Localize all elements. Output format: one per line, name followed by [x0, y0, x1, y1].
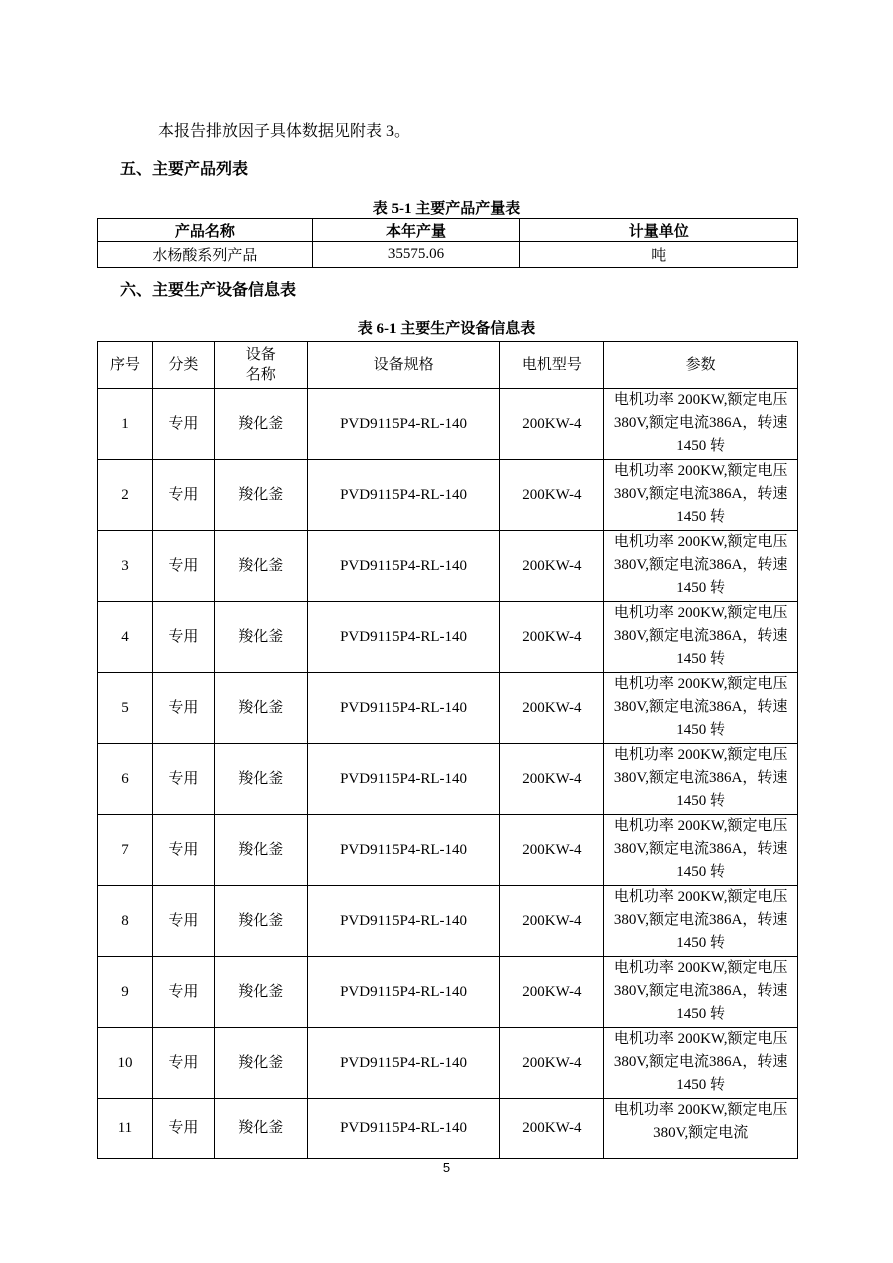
- cell-motor: 200KW-4: [500, 1028, 604, 1099]
- cell-equipment-name: 羧化釜: [214, 1028, 307, 1099]
- cell-no: 6: [98, 744, 153, 815]
- cell-equipment-name: 羧化釜: [214, 886, 307, 957]
- cell-type: 专用: [152, 602, 214, 673]
- cell-no: 11: [98, 1099, 153, 1159]
- table-row: [98, 602, 798, 673]
- cell-motor: 200KW-4: [500, 460, 604, 531]
- table-row: [98, 460, 798, 531]
- cell-motor: 200KW-4: [500, 744, 604, 815]
- table-row: [98, 531, 798, 602]
- cell-params: 电机功率 200KW,额定电压 380V,额定电流386A，转速 1450 转: [604, 815, 798, 886]
- cell-motor: 200KW-4: [500, 957, 604, 1028]
- cell-params: 电机功率 200KW,额定电压 380V,额定电流386A，转速 1450 转: [604, 673, 798, 744]
- cell-equipment-name: 羧化釜: [214, 673, 307, 744]
- cell-spec: PVD9115P4-RL-140: [307, 531, 500, 602]
- header-product-name: 产品名称: [98, 219, 313, 242]
- table-row: [98, 242, 798, 268]
- equipment-table: [97, 341, 798, 1159]
- cell-equipment-name: 羧化釜: [214, 531, 307, 602]
- cell-motor: 200KW-4: [500, 1099, 604, 1159]
- cell-no: 8: [98, 886, 153, 957]
- cell-spec: PVD9115P4-RL-140: [307, 886, 500, 957]
- cell-equipment-name: 羧化釜: [214, 389, 307, 460]
- cell-params: 电机功率 200KW,额定电压 380V,额定电流386A，转速 1450 转: [604, 602, 798, 673]
- table-header-row: [98, 219, 798, 242]
- header-annual-output: 本年产量: [312, 219, 520, 242]
- cell-product-name: 水杨酸系列产品: [98, 242, 313, 268]
- cell-motor: 200KW-4: [500, 531, 604, 602]
- cell-spec: PVD9115P4-RL-140: [307, 389, 500, 460]
- cell-type: 专用: [152, 957, 214, 1028]
- table6-caption: 表 6-1 主要生产设备信息表: [357, 321, 536, 337]
- cell-no: 9: [98, 957, 153, 1028]
- cell-equipment-name: 羧化釜: [214, 815, 307, 886]
- cell-equipment-name: 羧化釜: [214, 1099, 307, 1159]
- cell-params: 电机功率 200KW,额定电压 380V,额定电流386A，转速 1450 转: [604, 957, 798, 1028]
- cell-type: 专用: [152, 460, 214, 531]
- cell-unit: 吨: [520, 242, 798, 268]
- cell-type: 专用: [152, 815, 214, 886]
- cell-no: 2: [98, 460, 153, 531]
- section5-heading: 五、主要产品列表: [120, 159, 249, 178]
- header-motor: 电机型号: [500, 342, 604, 389]
- cell-no: 7: [98, 815, 153, 886]
- cell-params: 电机功率 200KW,额定电压 380V,额定电流386A，转速 1450 转: [604, 886, 798, 957]
- cell-type: 专用: [152, 886, 214, 957]
- table-row: [98, 1099, 798, 1159]
- section6-heading: 六、主要生产设备信息表: [120, 280, 297, 299]
- cell-spec: PVD9115P4-RL-140: [307, 744, 500, 815]
- cell-params: 电机功率 200KW,额定电压 380V,额定电流386A，转速 1450 转: [604, 389, 798, 460]
- table-row: [98, 815, 798, 886]
- cell-spec: PVD9115P4-RL-140: [307, 1028, 500, 1099]
- cell-annual-output: 35575.06: [312, 242, 520, 268]
- table5-caption: 表 5-1 主要产品产量表: [372, 201, 521, 217]
- cell-params: 电机功率 200KW,额定电压 380V,额定电流386A，转速 1450 转: [604, 531, 798, 602]
- cell-equipment-name: 羧化釜: [214, 957, 307, 1028]
- cell-type: 专用: [152, 531, 214, 602]
- header-no: 序号: [98, 342, 153, 389]
- cell-spec: PVD9115P4-RL-140: [307, 460, 500, 531]
- cell-params: 电机功率 200KW,额定电压 380V,额定电流386A，转速 1450 转: [604, 460, 798, 531]
- cell-type: 专用: [152, 673, 214, 744]
- table-row: [98, 673, 798, 744]
- cell-no: 4: [98, 602, 153, 673]
- cell-equipment-name: 羧化釜: [214, 744, 307, 815]
- header-spec: 设备规格: [307, 342, 500, 389]
- cell-equipment-name: 羧化釜: [214, 460, 307, 531]
- cell-params: 电机功率 200KW,额定电压 380V,额定电流386A，转速 1450 转: [604, 1028, 798, 1099]
- header-params: 参数: [604, 342, 798, 389]
- cell-no: 1: [98, 389, 153, 460]
- table-row: [98, 744, 798, 815]
- cell-spec: PVD9115P4-RL-140: [307, 1099, 500, 1159]
- cell-motor: 200KW-4: [500, 886, 604, 957]
- cell-type: 专用: [152, 744, 214, 815]
- cell-spec: PVD9115P4-RL-140: [307, 673, 500, 744]
- intro-paragraph: 本报告排放因子具体数据见附表 3。: [158, 123, 411, 140]
- cell-motor: 200KW-4: [500, 815, 604, 886]
- cell-motor: 200KW-4: [500, 673, 604, 744]
- cell-equipment-name: 羧化釜: [214, 602, 307, 673]
- page-number: 5: [442, 1160, 451, 1175]
- cell-type: 专用: [152, 1099, 214, 1159]
- cell-params: 电机功率 200KW,额定电压 380V,额定电流386A，转速 1450 转: [604, 744, 798, 815]
- cell-motor: 200KW-4: [500, 602, 604, 673]
- cell-no: 10: [98, 1028, 153, 1099]
- cell-no: 3: [98, 531, 153, 602]
- table-row: [98, 886, 798, 957]
- table-header-row: [98, 342, 798, 389]
- table-row: [98, 957, 798, 1028]
- cell-spec: PVD9115P4-RL-140: [307, 602, 500, 673]
- cell-spec: PVD9115P4-RL-140: [307, 815, 500, 886]
- table-row: [98, 1028, 798, 1099]
- cell-type: 专用: [152, 389, 214, 460]
- cell-spec: PVD9115P4-RL-140: [307, 957, 500, 1028]
- table-row: [98, 389, 798, 460]
- cell-params: 电机功率 200KW,额定电压 380V,额定电流: [604, 1099, 798, 1159]
- header-equipment-name: 设备名称: [214, 342, 307, 389]
- header-type: 分类: [152, 342, 214, 389]
- cell-no: 5: [98, 673, 153, 744]
- product-output-table: [97, 218, 798, 268]
- cell-motor: 200KW-4: [500, 389, 604, 460]
- header-unit: 计量单位: [520, 219, 798, 242]
- cell-type: 专用: [152, 1028, 214, 1099]
